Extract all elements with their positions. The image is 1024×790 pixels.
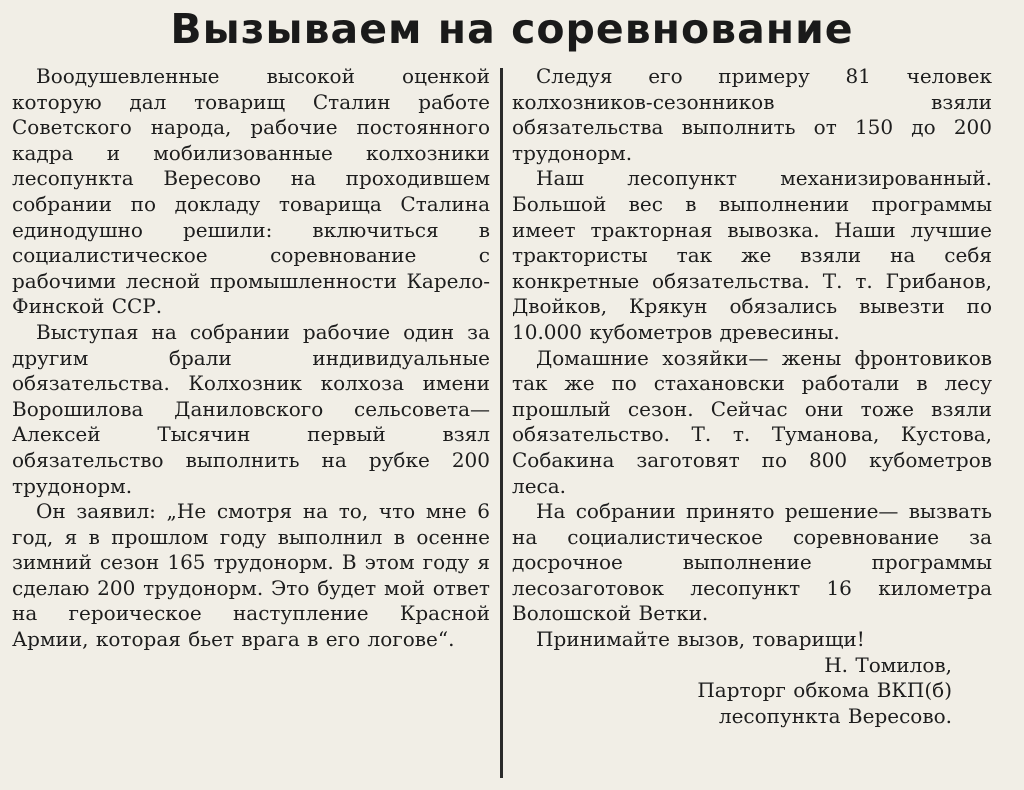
paragraph: Воодушевленные высокой оценкой которую дал товарищ Сталин работе Советского народа, рабочие постоянного кадра и мобилизованные колхозники лесопункта Вересово на проходившем собрании по докладу товарища Сталина единодушно решили: включиться в социалистическое соревнование с рабочими лесной промышленности Карело-Финской ССР.: [12, 64, 490, 319]
paragraph: На собрании принято решение— вызвать на социалистическое соревнование за досрочное выполнение программы лесозаготовок лесопункт 16 километра Волошской Ветки.: [512, 499, 992, 626]
right-column: [512, 64, 992, 729]
signature-name: Н. Томилов,: [824, 652, 952, 677]
signature-org: лесопункта Вересово.: [718, 703, 952, 728]
paragraph: Следуя его примеру 81 человек колхозников-сезонников взяли обязательства выполнить от 150 до 200 трудонорм.: [512, 64, 992, 165]
left-column: [12, 64, 490, 653]
paragraph: Выступая на собрании рабочие один за другим брали индивидуальные обязательства. Колхозник колхоза имени Ворошилова Даниловского сельсовета— Алексей Тысячин первый взял обязательство выполнить на рубке 200 трудонорм.: [12, 319, 490, 498]
headline: Вызываем на соревнование: [170, 5, 854, 53]
paragraph: Наш лесопункт механизированный. Большой вес в выполнении программы имеет тракторная вывозка. Наши лучшие трактористы так же взяли на себя конкретные обязательства. Т. т. Грибанов, Двойков, Крякун обязались вывезти по 10.000 кубометров древесины.: [512, 166, 992, 344]
paragraph: Домашние хозяйки— жены фронтовиков так же по стахановски работали в лесу прошлый сезон. Сейчас они тоже взяли обязательство. Т. т. Туманова, Кустова, Собакина заготовят по 800 кубометров леса.: [512, 345, 992, 498]
signature-title: Парторг обкома ВКП(б): [697, 678, 952, 703]
column-divider: [500, 68, 503, 778]
closing-line: Принимайте вызов, товарищи!: [536, 627, 865, 652]
paragraph: Он заявил: „Не смотря на то, что мне 6 год, я в прошлом году выполнил в осенне зимний сезон 165 трудонорм. В этом году я сделаю 200 трудонорм. Это будет мой ответ на героическое наступление Красной Армии, которая бьет врага в его логове“.: [12, 499, 490, 652]
